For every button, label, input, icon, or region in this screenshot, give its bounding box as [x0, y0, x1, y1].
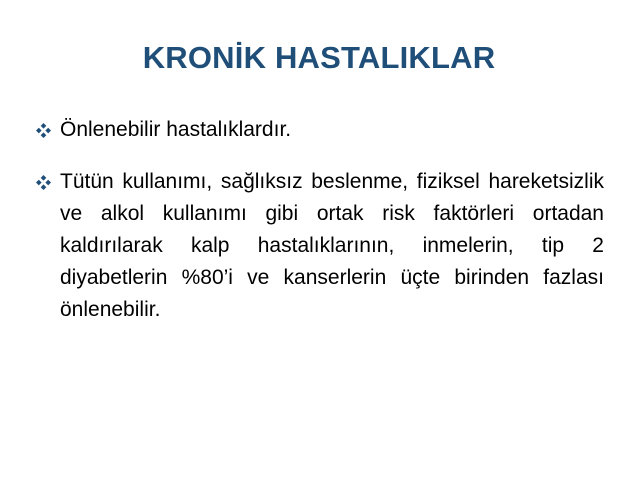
four-diamond-bullet-icon — [36, 123, 51, 138]
bullet-text: Önlenebilir hastalıklardır. — [60, 118, 292, 141]
four-diamond-bullet-icon — [36, 175, 51, 190]
bullet-text: Tütün kullanımı, sağlıksız beslenme, fiziksel hareketsizlik ve alkol kullanımı gibi ortak risk faktörleri ortadan kaldırılarak kalp hastalıklarının, inmelerin, tip 2 diyabetlerin %80’i ve kanserlerin üçte birinden fazlası önlenebilir. — [60, 170, 604, 321]
slide-title: KRONİK HASTALIKLAR — [142, 40, 496, 75]
bullet-item — [36, 166, 604, 326]
bullet-item — [36, 114, 604, 146]
bullet-list — [36, 114, 604, 326]
